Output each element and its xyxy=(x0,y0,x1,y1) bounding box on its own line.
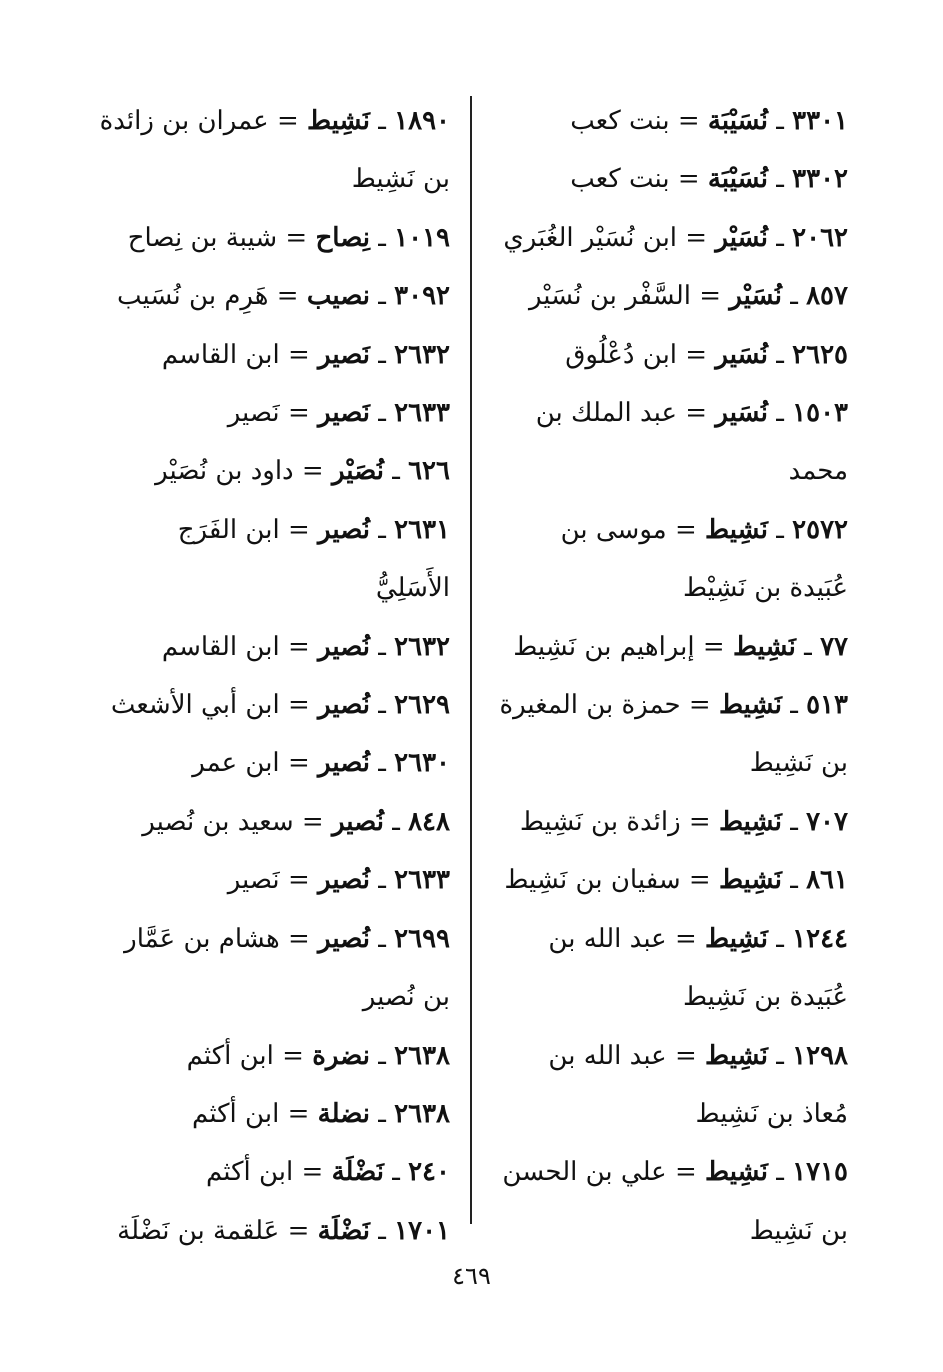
entry-dash: ـ xyxy=(378,398,386,429)
entry-equals: = xyxy=(674,923,697,954)
entry-equals: = xyxy=(287,339,310,370)
entry-name: نَشِيط xyxy=(705,514,768,545)
entry-name: نضرة xyxy=(312,1040,370,1071)
entry-number: ١٨٩٠ xyxy=(394,106,450,136)
entry-dash: ـ xyxy=(392,1157,400,1188)
index-entry xyxy=(496,267,848,325)
entry-number: ٣٣٠١ xyxy=(792,106,848,136)
entry-dash: ـ xyxy=(392,806,400,837)
entry-equals: = xyxy=(287,1098,310,1129)
entry-dash: ـ xyxy=(790,690,798,721)
index-entry xyxy=(96,734,450,792)
entry-number: ٣٠٩٢ xyxy=(394,281,450,312)
index-entry xyxy=(96,1027,450,1085)
entry-number: ٢٦٣٨ xyxy=(394,1098,450,1129)
entry-reference: زائدة بن نَشِيط xyxy=(519,806,681,837)
page-number: ٤٦٩ xyxy=(452,1262,491,1290)
entry-reference: عبد الله بن عُبَيدة بن نَشِيط xyxy=(548,923,848,1013)
entry-reference: حمزة بن المغيرة بن نَشِيط xyxy=(499,690,848,779)
entry-number: ١٠١٩ xyxy=(394,222,450,253)
entry-name: نَشِيط xyxy=(732,631,796,662)
entry-equals: = xyxy=(287,690,310,721)
entry-reference: عبد الله بن مُعاذ بن نَشِيط xyxy=(548,1040,848,1129)
entry-reference: موسى بن عُبَيدة بن نَشِيْط xyxy=(560,514,848,604)
index-entry xyxy=(96,1202,450,1260)
entry-name: نُصير xyxy=(318,748,370,779)
entry-name: نَضْلَة xyxy=(317,1215,370,1246)
entry-number: ٢٦٢٥ xyxy=(792,339,848,370)
entry-equals: = xyxy=(276,106,299,136)
entry-equals: = xyxy=(688,865,711,896)
entry-dash: ـ xyxy=(776,1157,784,1188)
entry-dash: ـ xyxy=(392,456,400,487)
entry-number: ٧٧ xyxy=(820,631,848,662)
index-entry xyxy=(96,910,450,1027)
entry-equals: = xyxy=(674,1040,697,1071)
entry-reference: بنت كعب xyxy=(570,106,670,136)
entry-dash: ـ xyxy=(776,222,784,253)
entry-name: نُسَيْبَة xyxy=(707,164,768,195)
entry-name: نَشِيط xyxy=(307,106,370,136)
entry-equals: = xyxy=(276,281,299,312)
index-entry xyxy=(96,1143,450,1201)
entry-equals: = xyxy=(685,398,708,429)
index-entry xyxy=(496,676,848,793)
entry-name: نُسَيْر xyxy=(729,281,782,312)
entry-equals: = xyxy=(699,281,722,312)
entry-dash: ـ xyxy=(776,1040,784,1071)
entry-reference: السَّفْر بن نُسَيْر xyxy=(528,281,691,312)
entry-dash: ـ xyxy=(776,339,784,370)
entry-number: ٢٦٣٢ xyxy=(394,339,450,370)
entry-equals: = xyxy=(685,222,708,253)
entry-dash: ـ xyxy=(790,806,798,837)
entry-number: ٢٠٦٢ xyxy=(792,222,848,253)
entry-dash: ـ xyxy=(378,865,386,896)
entry-equals: = xyxy=(282,1040,304,1071)
entry-dash: ـ xyxy=(790,865,798,896)
entry-dash: ـ xyxy=(776,398,784,429)
entry-name: نُصير xyxy=(318,631,370,662)
entry-dash: ـ xyxy=(378,281,386,312)
entry-name: نِصاح xyxy=(315,222,370,253)
entry-name: نصيب xyxy=(306,281,370,312)
entry-reference: ابن نُسَيْر الغُبَري xyxy=(503,222,678,253)
entry-equals: = xyxy=(301,806,324,837)
entry-dash: ـ xyxy=(378,690,386,721)
index-entry xyxy=(496,384,848,501)
entry-number: ٥١٣ xyxy=(806,690,848,721)
entry-dash: ـ xyxy=(378,1098,386,1129)
entry-reference: ابن أكثم xyxy=(192,1098,280,1129)
entry-reference: ابن القاسم xyxy=(161,631,280,662)
entry-equals: = xyxy=(287,748,310,779)
entry-name: نُسَيْبَة xyxy=(707,106,768,136)
entry-equals: = xyxy=(287,631,310,662)
index-entry xyxy=(496,910,848,1027)
index-entry xyxy=(96,501,450,618)
entry-number: ٢٤٠ xyxy=(408,1157,450,1188)
index-entry xyxy=(96,1085,450,1143)
entry-dash: ـ xyxy=(378,222,386,253)
entry-number: ٢٦٣٨ xyxy=(394,1040,450,1071)
entry-reference: ابن أبي الأشعث xyxy=(110,690,280,721)
index-entry xyxy=(496,851,848,909)
index-column-left xyxy=(96,92,450,1260)
entry-dash: ـ xyxy=(378,1215,386,1246)
entry-name: نُصير xyxy=(331,806,384,837)
entry-number: ١٥٠٣ xyxy=(792,398,848,429)
entry-number: ٢٦٣٣ xyxy=(394,865,450,896)
index-entry xyxy=(496,1143,848,1260)
entry-reference: بنت كعب xyxy=(570,164,670,195)
entry-name: نُصير xyxy=(318,514,370,545)
entry-equals: = xyxy=(287,398,310,429)
entry-reference: سفيان بن نَشِيط xyxy=(504,865,681,896)
entry-name: نَشِيط xyxy=(718,690,782,721)
index-entry xyxy=(96,676,450,734)
index-entry xyxy=(496,1027,848,1144)
entry-name: نُصير xyxy=(318,865,370,896)
entry-reference: ابن القاسم xyxy=(161,339,280,370)
entry-equals: = xyxy=(674,514,697,545)
entry-number: ٨٥٧ xyxy=(806,281,848,312)
entry-equals: = xyxy=(674,1157,697,1188)
entry-reference: داود بن نُصَيْر xyxy=(155,456,294,487)
entry-equals: = xyxy=(702,631,725,662)
entry-equals: = xyxy=(301,456,324,487)
index-entry xyxy=(496,209,848,267)
index-entry xyxy=(96,384,450,442)
index-entry xyxy=(96,326,450,384)
entry-name: نَضْلَة xyxy=(331,1157,384,1188)
entry-dash: ـ xyxy=(776,514,784,545)
index-entry xyxy=(96,209,450,267)
entry-dash: ـ xyxy=(378,514,386,545)
entry-number: ٦٢٦ xyxy=(408,456,450,487)
entry-equals: = xyxy=(287,923,310,954)
entry-equals: = xyxy=(685,339,708,370)
entry-reference: هشام بن عَمَّار بن نُصير xyxy=(124,923,450,1013)
entry-number: ٨٤٨ xyxy=(408,806,450,837)
entry-reference: ابن أكثم xyxy=(186,1040,274,1071)
entry-reference: عبد الملك بن محمد xyxy=(535,398,848,487)
entry-dash: ـ xyxy=(378,1040,386,1071)
entry-number: ١٢٤٤ xyxy=(792,923,848,954)
index-entry xyxy=(496,618,848,676)
entry-dash: ـ xyxy=(378,923,386,954)
entry-equals: = xyxy=(287,1215,310,1246)
entry-name: نَصير xyxy=(318,398,370,429)
index-entry xyxy=(496,150,848,208)
entry-number: ١٧٠١ xyxy=(394,1215,450,1246)
entry-name: نُسَير xyxy=(715,339,768,370)
entry-reference: هَرِم بن نُسَيب xyxy=(116,281,269,312)
entry-number: ٢٥٧٢ xyxy=(792,514,848,545)
entry-number: ٢٦٣٢ xyxy=(394,631,450,662)
index-entry xyxy=(496,793,848,851)
index-entry xyxy=(496,92,848,150)
entry-reference: ابن دُعْلُوق xyxy=(565,339,678,370)
entry-name: نَشِيط xyxy=(705,1040,768,1071)
entry-name: نُسَيْر xyxy=(715,222,768,253)
entry-number: ٢٦٩٩ xyxy=(394,923,450,954)
entry-reference: ابن أكثم xyxy=(205,1157,294,1188)
entry-equals: = xyxy=(285,222,308,253)
entry-dash: ـ xyxy=(790,281,798,312)
index-entry xyxy=(96,851,450,909)
entry-dash: ـ xyxy=(378,106,386,136)
index-entry xyxy=(96,92,450,209)
entry-name: نَشِيط xyxy=(705,1157,768,1188)
entry-dash: ـ xyxy=(804,631,812,662)
entry-name: نُصير xyxy=(318,690,370,721)
entry-name: نُصَيْر xyxy=(331,456,384,487)
entry-dash: ـ xyxy=(378,339,386,370)
entry-number: ١٢٩٨ xyxy=(792,1040,848,1071)
entry-name: نُصير xyxy=(318,923,370,954)
entry-reference: عَلقمة بن نَضْلَة xyxy=(117,1215,280,1246)
entry-number: ٨٦١ xyxy=(806,865,848,896)
entry-reference: نَصير xyxy=(227,865,280,896)
entry-number: ٧٠٧ xyxy=(806,806,848,837)
entry-equals: = xyxy=(677,164,700,195)
index-column-right xyxy=(496,92,848,1260)
entry-reference: شيبة بن نِصاح xyxy=(127,222,278,253)
entry-dash: ـ xyxy=(378,748,386,779)
entry-reference: إبراهيم بن نَشِيط xyxy=(513,631,695,662)
entry-name: نَشِيط xyxy=(718,865,782,896)
entry-number: ١٧١٥ xyxy=(792,1157,848,1188)
index-entry xyxy=(96,267,450,325)
entry-reference: ابن الفَرَج الأَسَلِيُّ xyxy=(177,514,450,604)
entry-dash: ـ xyxy=(776,106,784,136)
entry-equals: = xyxy=(287,865,310,896)
entry-name: نضلة xyxy=(317,1098,370,1129)
entry-reference: عمران بن زائدة بن نَشِيط xyxy=(99,106,450,195)
index-entry xyxy=(496,326,848,384)
index-entry xyxy=(96,618,450,676)
entry-equals: = xyxy=(688,806,711,837)
entry-equals: = xyxy=(301,1157,324,1188)
entry-reference: علي بن الحسن بن نَشِيط xyxy=(502,1157,848,1246)
entry-equals: = xyxy=(287,514,310,545)
index-entry xyxy=(96,442,450,500)
entry-name: نَشِيط xyxy=(705,923,768,954)
entry-number: ٢٦٣٣ xyxy=(394,398,450,429)
entry-number: ٢٦٣١ xyxy=(394,514,450,545)
entry-reference: نَصير xyxy=(227,398,280,429)
entry-name: نُسَير xyxy=(715,398,768,429)
index-entry xyxy=(96,793,450,851)
entry-name: نَشِيط xyxy=(718,806,782,837)
entry-number: ٢٦٣٠ xyxy=(394,748,450,779)
entry-dash: ـ xyxy=(378,631,386,662)
entry-reference: سعيد بن نُصير xyxy=(142,806,294,837)
entry-name: نَصير xyxy=(318,339,370,370)
entry-dash: ـ xyxy=(776,164,784,195)
entry-dash: ـ xyxy=(776,923,784,954)
entry-equals: = xyxy=(677,106,700,136)
entry-number: ٢٦٢٩ xyxy=(394,690,450,721)
entry-reference: ابن عمر xyxy=(192,748,280,779)
entry-equals: = xyxy=(688,690,711,721)
index-entry xyxy=(496,501,848,618)
column-divider xyxy=(470,96,472,1224)
entry-number: ٣٣٠٢ xyxy=(792,164,848,195)
